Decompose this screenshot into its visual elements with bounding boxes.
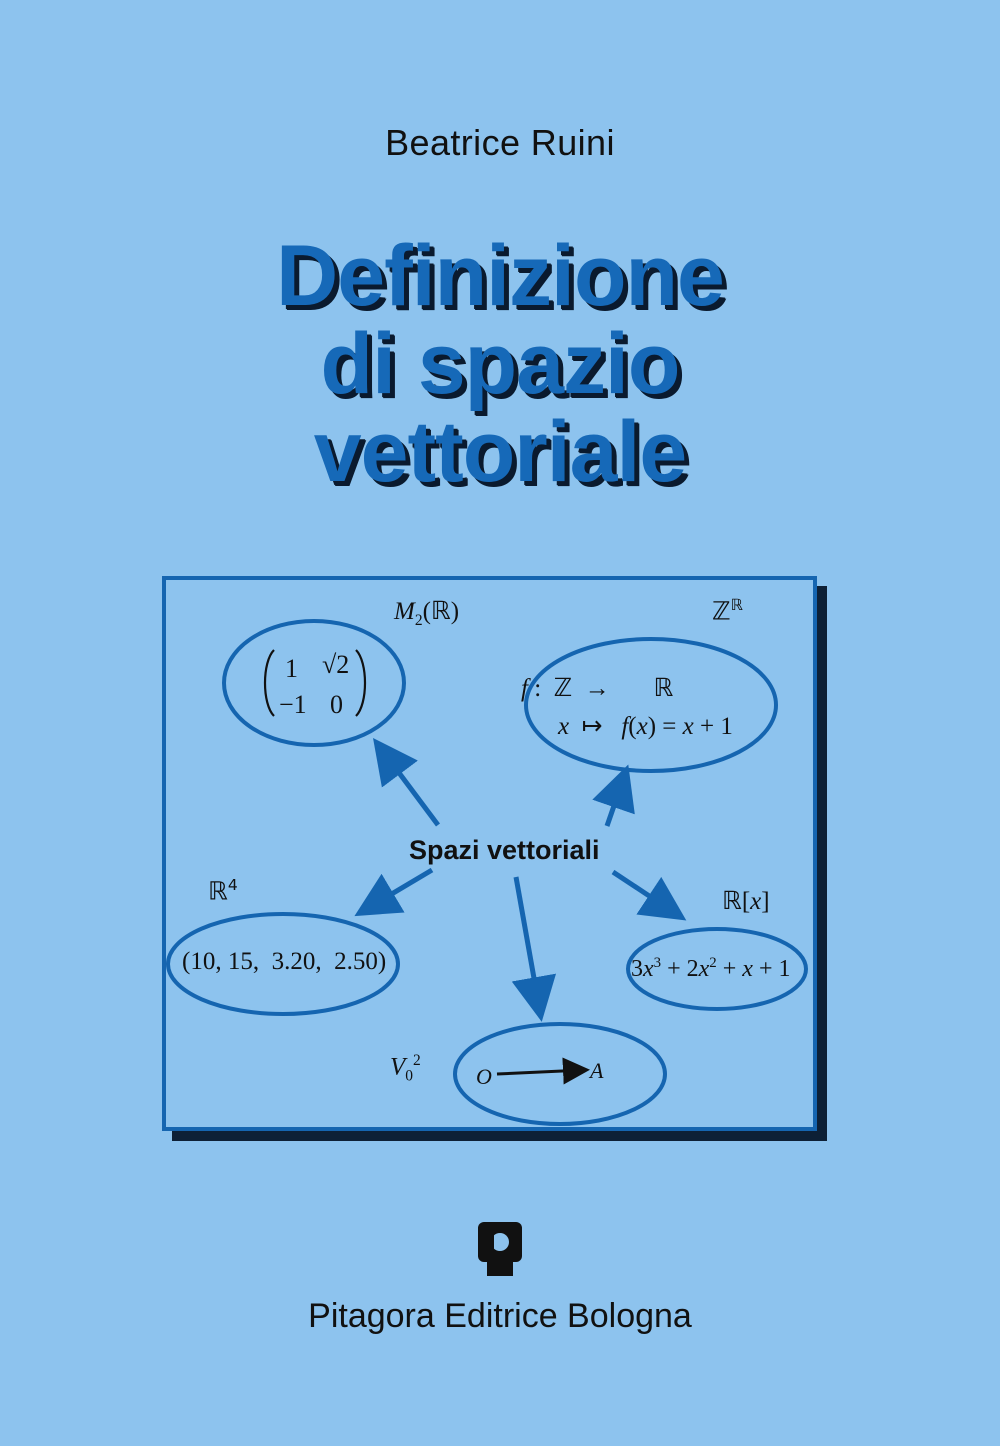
vector-point-O: O xyxy=(476,1064,492,1089)
title-line-3: vettoriale xyxy=(313,404,687,500)
matrix-left-bracket xyxy=(265,650,274,716)
functions-line-2: x ↦ f(x) = x + 1 xyxy=(558,713,733,740)
vector-point-A: A xyxy=(590,1058,604,1083)
functions-set-label: ℤ$^ℝ$ xyxy=(712,596,743,626)
pitagora-p-logo xyxy=(478,1222,522,1276)
figure-box xyxy=(162,576,817,1131)
title-line-2: di spazio xyxy=(320,316,680,412)
polynomials-set-label: ℝ[x] xyxy=(722,886,770,915)
matrix-entry-r1c2: √2 xyxy=(322,650,350,679)
arrow-to-vectors xyxy=(516,877,540,1012)
arrow-to-functions xyxy=(607,774,625,826)
functions-line-1: f : ℤ → ℝ xyxy=(521,673,674,702)
book-title xyxy=(0,228,1000,500)
matrices-ellipse xyxy=(224,621,404,745)
matrix-entry-r2c1: −1 xyxy=(279,690,307,719)
arrow-to-polynomials xyxy=(613,872,678,915)
arrow-to-r4 xyxy=(363,870,432,911)
matrices-set-label: $M_2(ℝ)$ xyxy=(394,596,460,629)
vectors-set-label: $V_0^2$ xyxy=(390,1052,421,1085)
author-name: Beatrice Ruini xyxy=(385,122,615,163)
arrow-to-matrices xyxy=(379,746,438,825)
r4-content: (10, 15, 3.20, 2.50) xyxy=(182,948,387,975)
matrix-entry-r1c1: 1 xyxy=(285,654,298,683)
r4-set-label: ℝ$^4$ xyxy=(208,876,238,906)
publisher-name: Pitagora Editrice Bologna xyxy=(308,1297,692,1335)
matrix-entry-r2c2: 0 xyxy=(330,690,343,719)
center-label: Spazi vettoriali xyxy=(409,835,600,865)
title-line-1: Definizione xyxy=(276,228,724,324)
matrix-right-bracket xyxy=(356,650,365,716)
vector-arrow-OA xyxy=(497,1070,584,1074)
functions-ellipse xyxy=(526,639,776,771)
polynomials-content: $3x^3 + 2x^2 + x + 1$ xyxy=(631,955,791,982)
